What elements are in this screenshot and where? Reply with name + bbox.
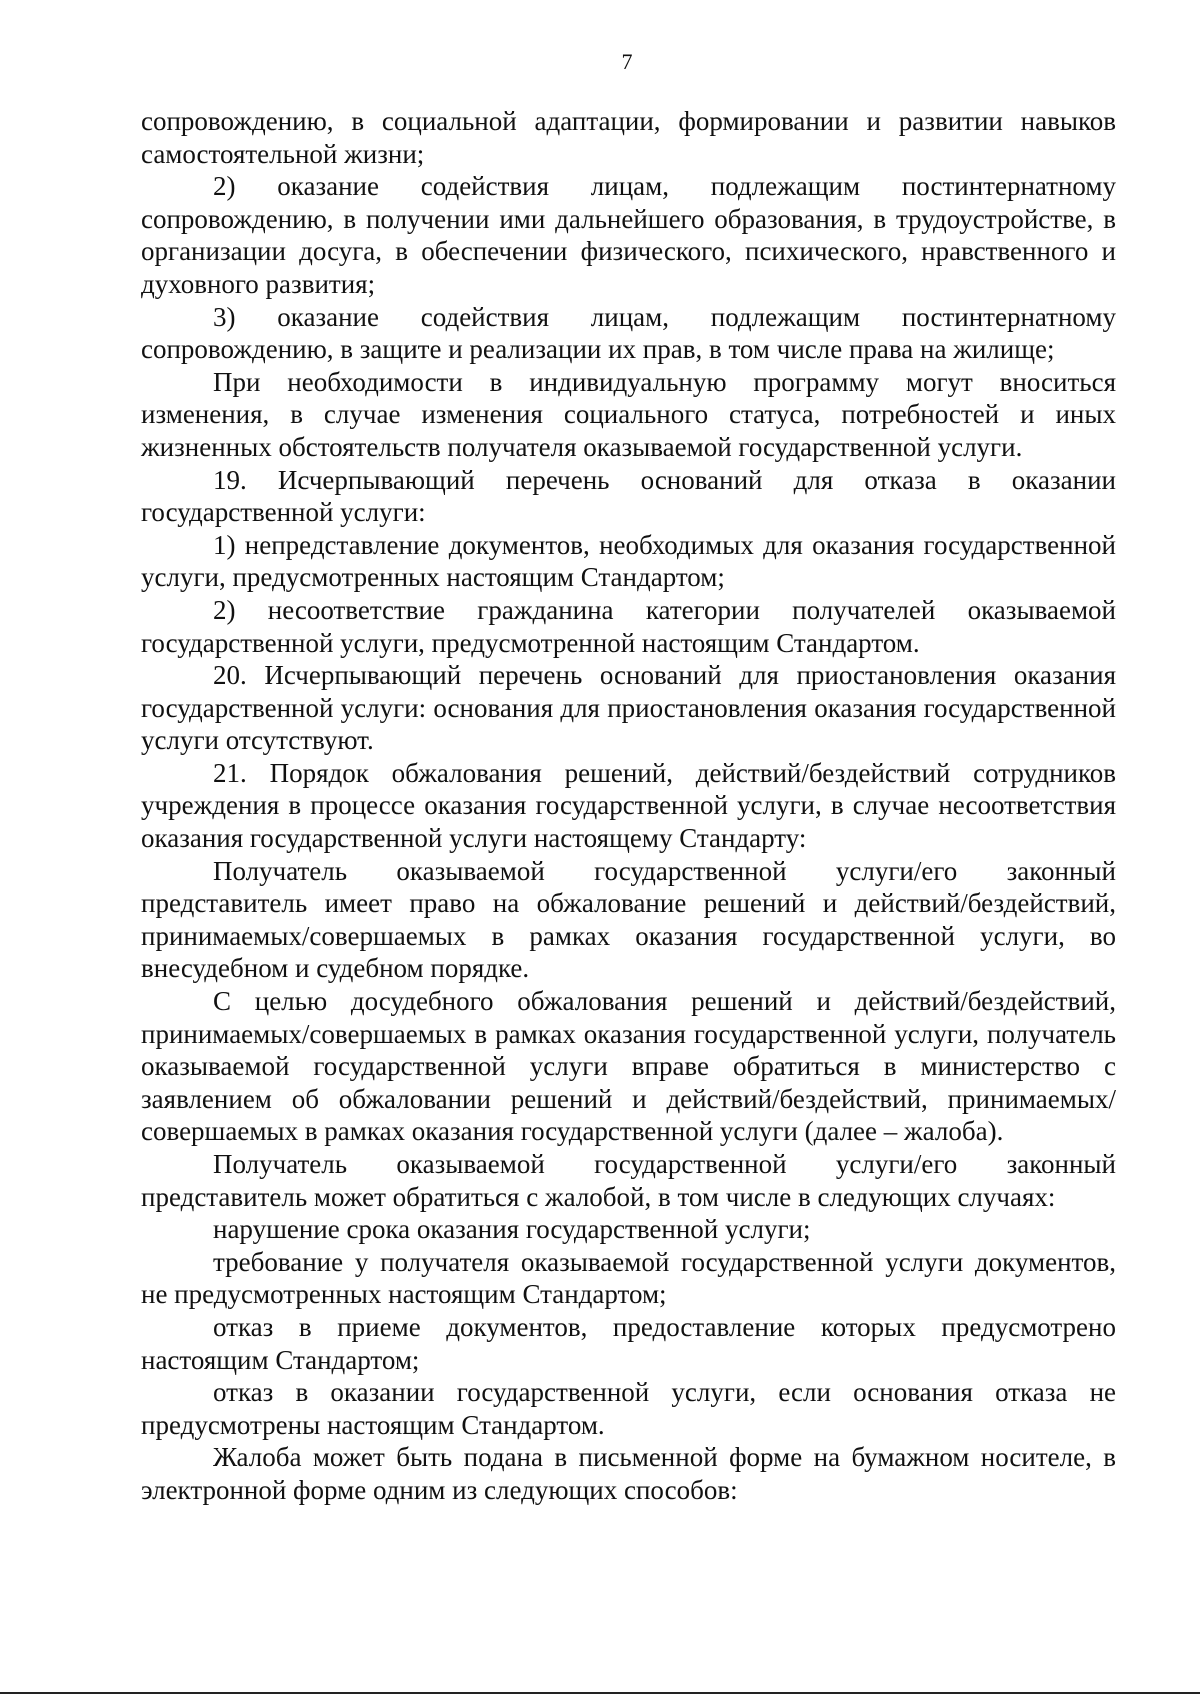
- paragraph: 21. Порядок обжалования решений, действий/бездействий сотрудников учреждения в процессе оказания государственной услуги, в случае несоответствия оказания государственной услуги настоящему Стандарту:: [141, 757, 1116, 854]
- paragraph: нарушение срока оказания государственной услуги;: [213, 1214, 811, 1245]
- paragraph: При необходимости в индивидуальную программу могут вноситься изменения, в случае изменения социального статуса, потребностей и иных жизненных обстоятельств получателя оказываемой государственной услуги.: [141, 366, 1116, 462]
- page-edge-line: [0, 1692, 1200, 1694]
- paragraph: 1) непредставление документов, необходимых для оказания государственной услуги, предусмотренных настоящим Стандартом;: [141, 529, 1116, 593]
- page-number: 7: [621, 49, 633, 74]
- paragraph: Получатель оказываемой государственной услуги/его законный представитель может обратиться с жалобой, в том числе в следующих случаях:: [141, 1149, 1116, 1212]
- paragraph: отказ в оказании государственной услуги, если основания отказа не предусмотрены настоящим Стандартом.: [141, 1377, 1116, 1440]
- document-body: [141, 105, 1116, 1507]
- paragraph: 20. Исчерпывающий перечень оснований для приостановления оказания государственной услуги: основания для приостановления оказания государственной услуги отсутствуют.: [141, 660, 1116, 756]
- paragraph: Жалоба может быть подана в письменной форме на бумажном носителе, в электронной форме одним из следующих способов:: [141, 1442, 1116, 1505]
- paragraph: 19. Исчерпывающий перечень оснований для отказа в оказании государственной услуги:: [141, 464, 1116, 528]
- paragraph: 3) оказание содействия лицам, подлежащим постинтернатному сопровождению, в защите и реализации их прав, в том числе права на жилище;: [141, 301, 1116, 365]
- paragraph: требование у получателя оказываемой государственной услуги документов, не предусмотренных настоящим Стандартом;: [141, 1246, 1116, 1310]
- paragraph: 2) несоответствие гражданина категории получателей оказываемой государственной услуги, предусмотренной настоящим Стандартом.: [141, 594, 1116, 658]
- paragraph: Получатель оказываемой государственной услуги/его законный представитель имеет право на обжалование решений и действий/бездействий, принимаемых/совершаемых в рамках оказания государственной услуги, во внесудебном и судебном порядке.: [141, 855, 1116, 984]
- paragraph: отказ в приеме документов, предоставление которых предусмотрено настоящим Стандартом;: [141, 1311, 1116, 1375]
- paragraph: С целью досудебного обжалования решений и действий/бездействий, принимаемых/совершаемых в рамках оказания государственной услуги, получатель оказываемой государственной услуги вправе обратиться в министерство с заявлением об обжаловании решений и действий/бездействий, принимаемых/совершаемых в рамках оказания государственной услуги (далее – жалоба).: [141, 986, 1116, 1147]
- paragraph: 2) оказание содействия лицам, подлежащим постинтернатному сопровождению, в получении ими дальнейшего образования, в трудоустройстве, в организации досуга, в обеспечении физического, психического, нравственного и духовного развития;: [141, 171, 1116, 299]
- paragraph: сопровождению, в социальной адаптации, формировании и развитии навыков самостоятельной жизни;: [141, 106, 1116, 169]
